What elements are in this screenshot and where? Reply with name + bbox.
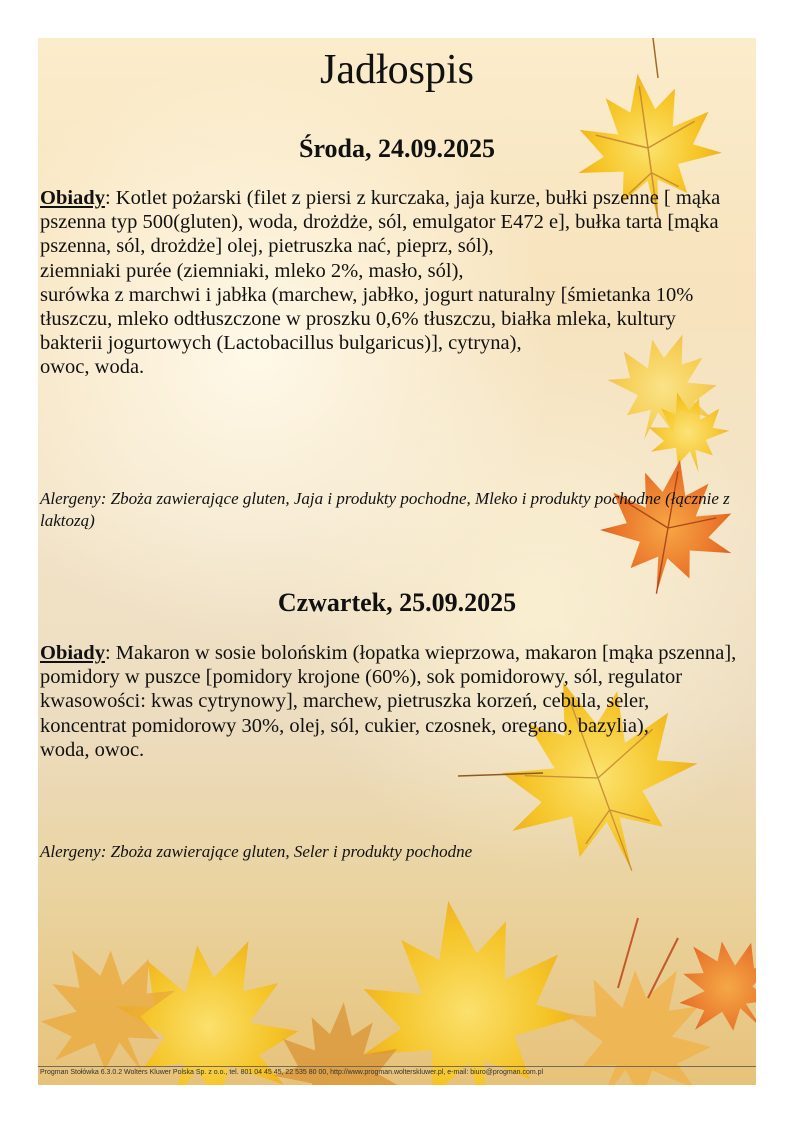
page-title: Jadłospis (319, 47, 474, 93)
meal-description-wednesday (40, 186, 740, 380)
day-heading-thursday: Czwartek, 25.09.2025 (277, 588, 517, 617)
meal-line: ziemniaki purée (ziemniaki, mleko 2%, masło, sól), (40, 259, 464, 282)
menu-page (38, 38, 756, 1085)
day-heading-wednesday: Środa, 24.09.2025 (299, 134, 495, 163)
meal-line: woda, owoc. (40, 738, 145, 761)
allergens-thursday: Alergeny: Zboża zawierające gluten, Seler i produkty pochodne (40, 842, 473, 861)
footer-text: Progman Stołówka 6.3.0.2 Wolters Kluwer Polska Sp. z o.o., tel. 801 04 45 45, 22 535 80 00, http://www.progman.wolterskluwer.pl, e-mail: biuro@progman.com.pl (40, 1069, 544, 1076)
meal-main-text: : Makaron w sosie bolońskim (łopatka wieprzowa, makaron [mąka pszenna], pomidory w puszce [pomidory krojone (60%), sok pomidorowy, sól, regulator kwasowości: kwas cytrynowy], marchew, pietruszka korzeń, cebula, seler, koncentrat pomidorowy 30%, olej, sól, cukier, czosnek, oregano, bazylia), (40, 642, 737, 737)
meal-main-text: : Kotlet pożarski (filet z piersi z kurczaka, jaja kurze, bułki pszenne [ mąka pszenna typ 500(gluten), woda, drożdże, sól, emulgator E472 e], bułka tarta [mąka pszenna, sól, drożdże] olej, pietruszka nać, pieprz, sól), (40, 187, 721, 258)
footer-divider (38, 1066, 756, 1067)
meal-line: owoc, woda. (40, 356, 145, 379)
meal-label: Obiady (40, 642, 105, 664)
meal-label: Obiady (40, 187, 105, 209)
menu-content (38, 38, 756, 1085)
meal-line: surówka z marchwi i jabłka (marchew, jabłko, jogurt naturalny [śmietanka 10% tłuszczu, mleko odtłuszczone w proszku 0,6% tłuszczu, białka mleka, kultury bakterii jogurtowych (Lactobacillus bulgaricus)], cytryna), (40, 283, 694, 355)
allergens-wednesday: Alergeny: Zboża zawierające gluten, Jaja i produkty pochodne, Mleko i produkty pochodne (łącznie z laktozą) (40, 489, 730, 530)
meal-description-thursday (40, 641, 740, 762)
